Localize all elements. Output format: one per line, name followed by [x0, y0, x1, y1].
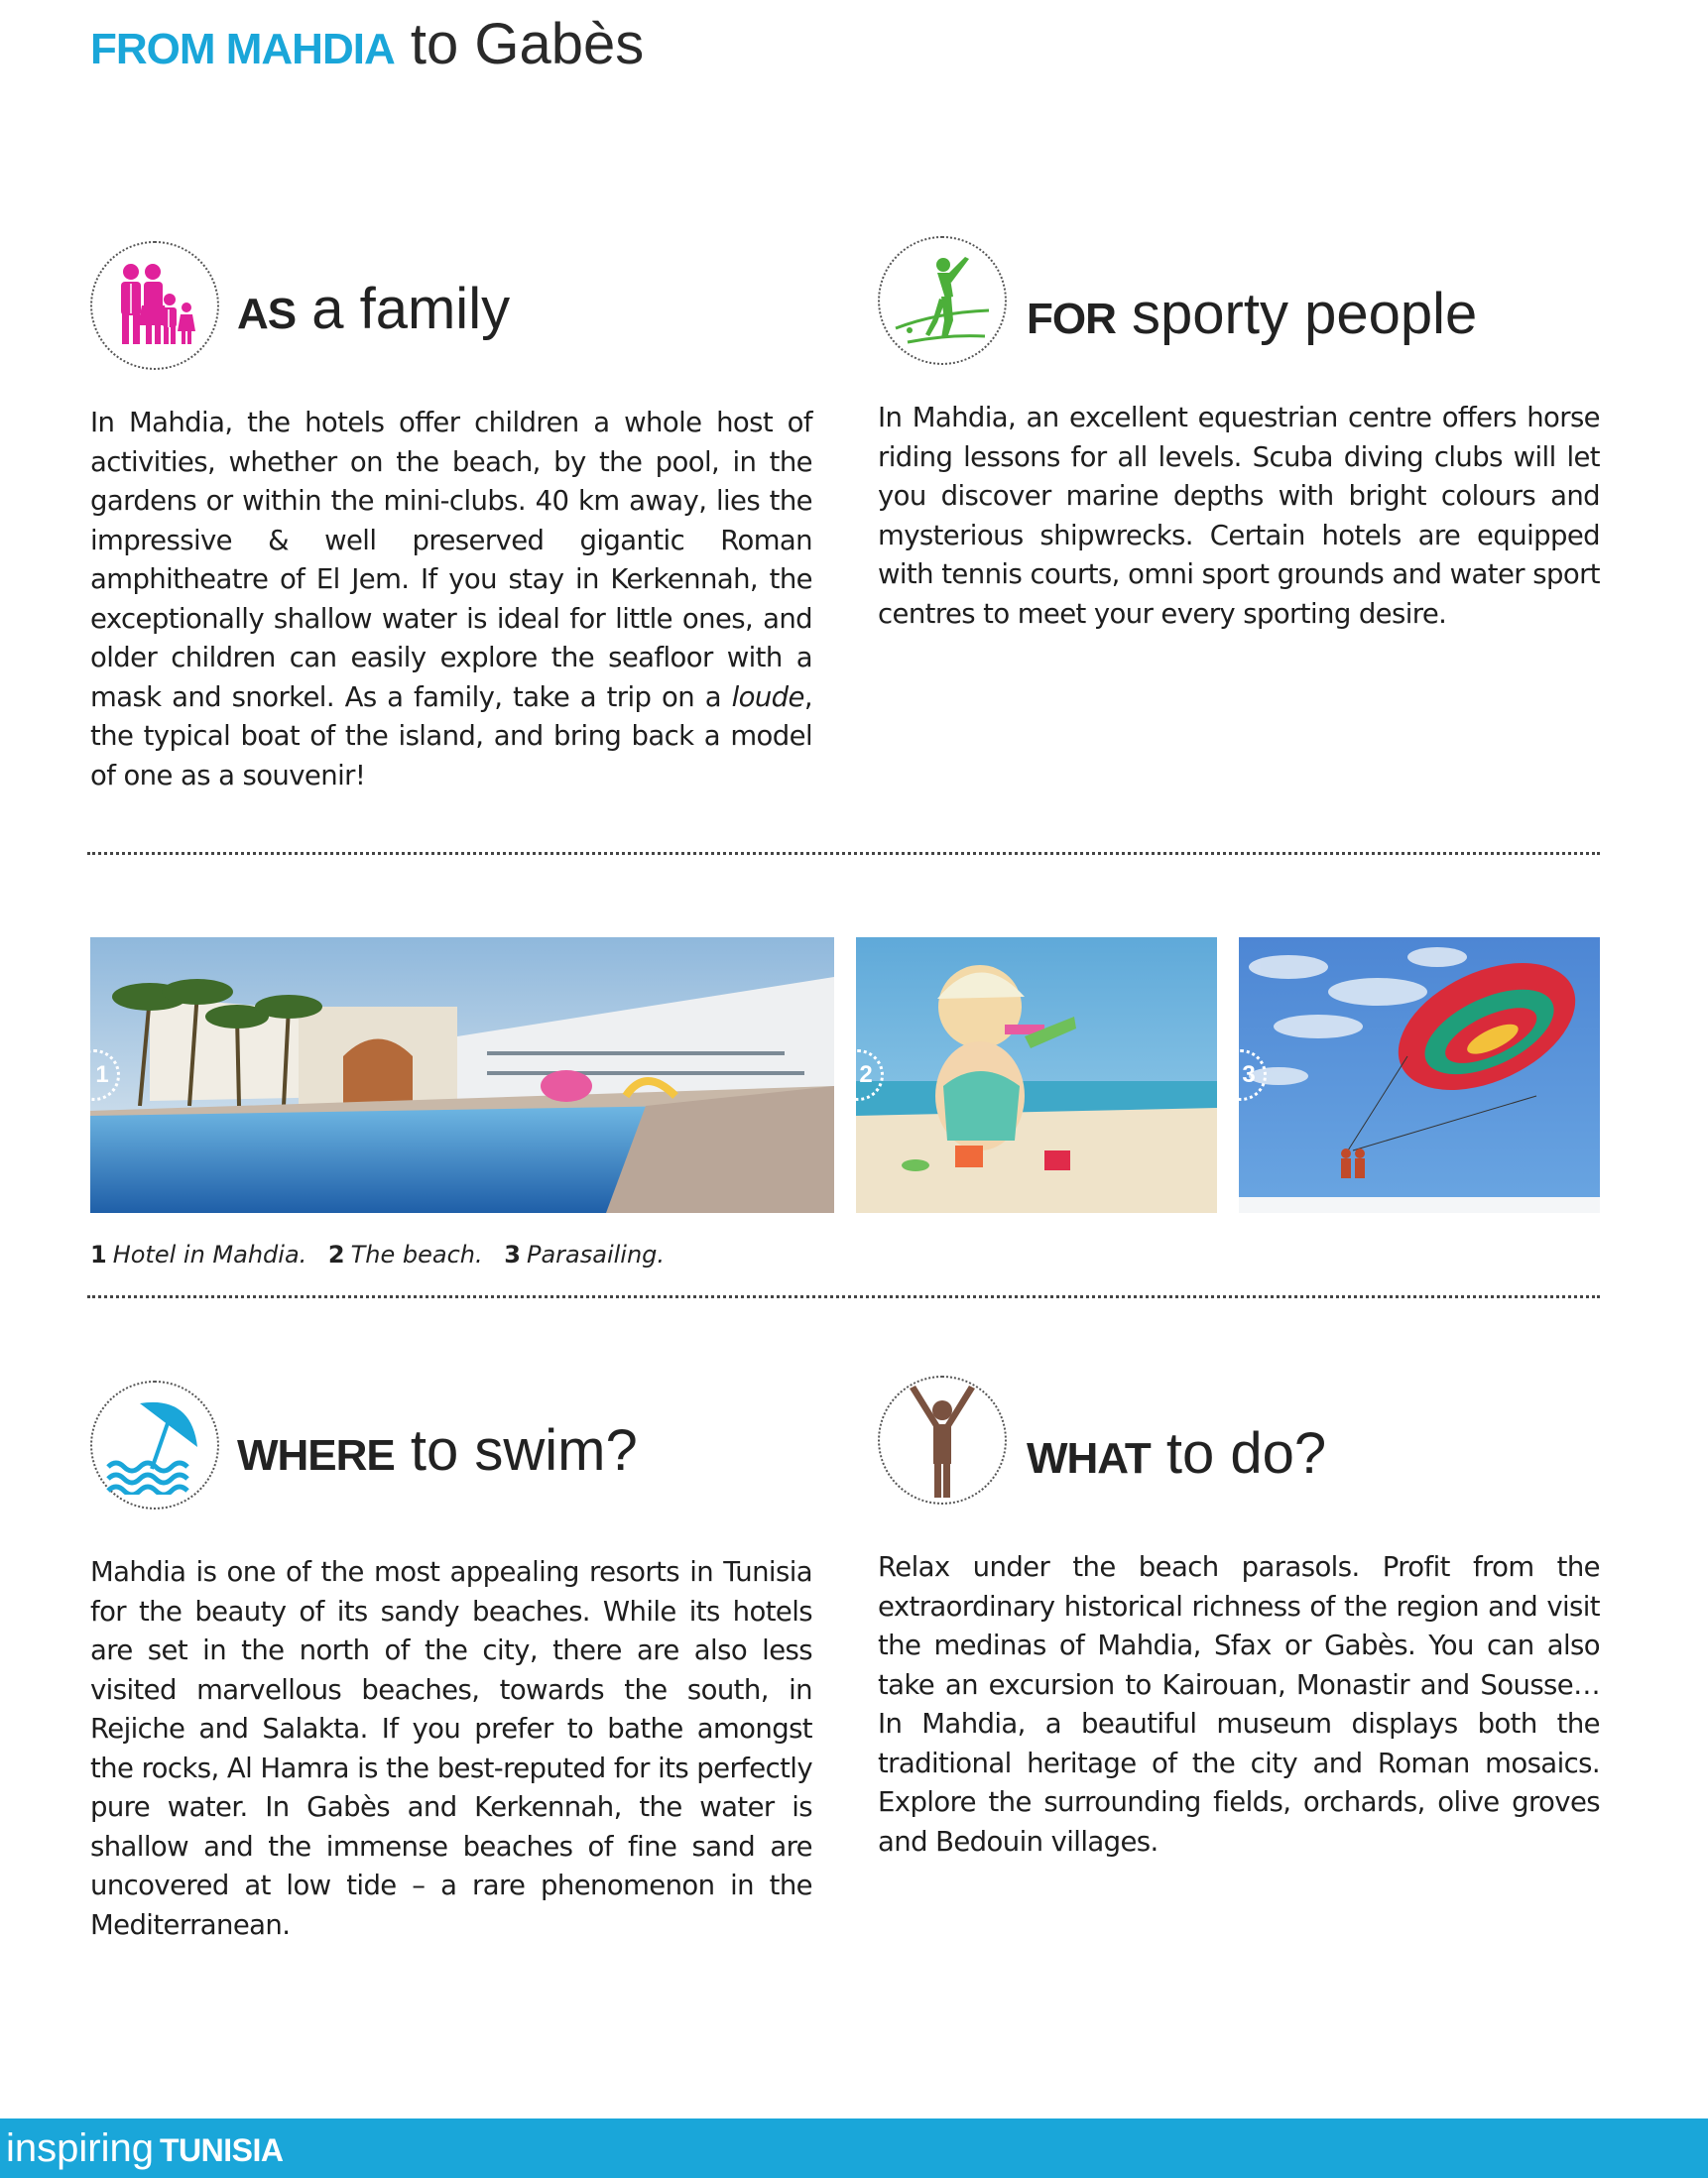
- section-family-title-rest: a family: [311, 277, 511, 341]
- caption-1-text: Hotel in Mahdia.: [112, 1241, 307, 1269]
- section-sporty-title: [1027, 280, 1477, 354]
- photo-beach-number: 2: [856, 1049, 884, 1101]
- section-family-text-italic: loude: [731, 680, 804, 713]
- footer-brand: [6, 2124, 283, 2174]
- section-todo-header: [878, 1376, 1600, 1505]
- section-todo: [878, 1376, 1600, 1862]
- footer-bar: [0, 2118, 1708, 2178]
- beach-umbrella-icon: [90, 1381, 219, 1510]
- section-family-text-b: , the typical boat of the island, and bring back a model of one as a souvenir!: [90, 680, 812, 791]
- caption-3-text: Parasailing.: [526, 1241, 666, 1269]
- section-swim-title: [237, 1416, 638, 1491]
- section-family-title: [237, 275, 510, 349]
- footer-brand-bold: TUNISIA: [159, 2132, 284, 2168]
- section-sporty-header: [878, 236, 1600, 365]
- page-title-bold: FROM MAHDIA: [90, 25, 395, 73]
- photo-parasailing-number: 3: [1239, 1049, 1267, 1101]
- section-swim-text: Mahdia is one of the most appealing resorts in Tunisia for the beauty of its sandy beaches. While its hotels are set in the north of the city, there are also less visited marvellous beaches, towards the south, in Rejiche and Salakta. If you prefer to bathe amongst the rocks, Al Hamra is the best-reputed for its perfectly pure water. In Gabès and Kerkennah, the water is shallow and the immense beaches of fine sand are uncovered at low tide – a rare phenomenon in the Mediterranean.: [90, 1556, 812, 1941]
- section-family-text-a: In Mahdia, the hotels offer children a whole host of activities, whether on the beach, by the pool, in the gardens or within the mini-clubs. 40 km away, lies the impressive & well preserved gigantic Roman amphitheatre of El Jem. If you stay in Kerkennah, the exceptionally shallow water is ideal for little ones, and older children can easily explore the seafloor with a mask and snorkel. As a family, take a trip on a: [90, 407, 812, 713]
- caption-3-number: 3: [504, 1241, 521, 1269]
- section-todo-title-rest: to do?: [1165, 1421, 1327, 1486]
- page-title: [90, 10, 644, 84]
- section-todo-text: Relax under the beach parasols. Profit from the extraordinary historical richness of the region and visit the medinas of Mahdia, Sfax or Gabès. You can also take an excursion to Kairouan, Monastir and Sousse… In Mahdia, a beautiful museum displays both the traditional heritage of the city and Roman mosaics. Explore the surrounding fields, orchards, olive groves and Bedouin villages.: [878, 1551, 1600, 1858]
- section-family-keyword: AS: [237, 290, 297, 338]
- family-icon: [90, 241, 219, 370]
- section-sporty-text: In Mahdia, an excellent equestrian centre offers horse riding lessons for all levels. Scuba diving clubs will let you discover marine depths with bright colours and mysterious shipwrecks. Certain hotels are equipped with tennis courts, omni sport grounds and water sport centres to meet your every sporting desire.: [878, 402, 1600, 630]
- photo-hotel-number: 1: [90, 1049, 120, 1101]
- golfer-icon: [878, 236, 1007, 365]
- section-swim: [90, 1381, 812, 1945]
- divider-top: [87, 852, 1600, 855]
- footer-brand-light: inspiring: [6, 2126, 154, 2170]
- caption-2-text: The beach.: [350, 1241, 483, 1269]
- photo-beach: [856, 937, 1217, 1213]
- section-sporty: [878, 236, 1600, 634]
- divider-bottom: [87, 1295, 1600, 1298]
- photo-parasailing: [1239, 937, 1600, 1213]
- section-todo-title: [1027, 1419, 1326, 1494]
- section-swim-header: [90, 1381, 812, 1510]
- section-sporty-keyword: FOR: [1027, 295, 1116, 343]
- photo-hotel: [90, 937, 834, 1213]
- section-swim-keyword: WHERE: [237, 1431, 395, 1480]
- page-title-light: to Gabès: [410, 12, 645, 76]
- section-family: [90, 241, 812, 795]
- section-swim-title-rest: to swim?: [410, 1418, 638, 1483]
- caption-2-number: 2: [327, 1241, 345, 1269]
- caption-1-number: 1: [90, 1241, 107, 1269]
- person-arms-up-icon: [878, 1376, 1007, 1505]
- section-sporty-title-rest: sporty people: [1132, 282, 1478, 346]
- section-todo-keyword: WHAT: [1027, 1434, 1151, 1483]
- section-family-text: [90, 404, 812, 795]
- photo-captions: [90, 1240, 678, 1270]
- section-family-header: [90, 241, 812, 370]
